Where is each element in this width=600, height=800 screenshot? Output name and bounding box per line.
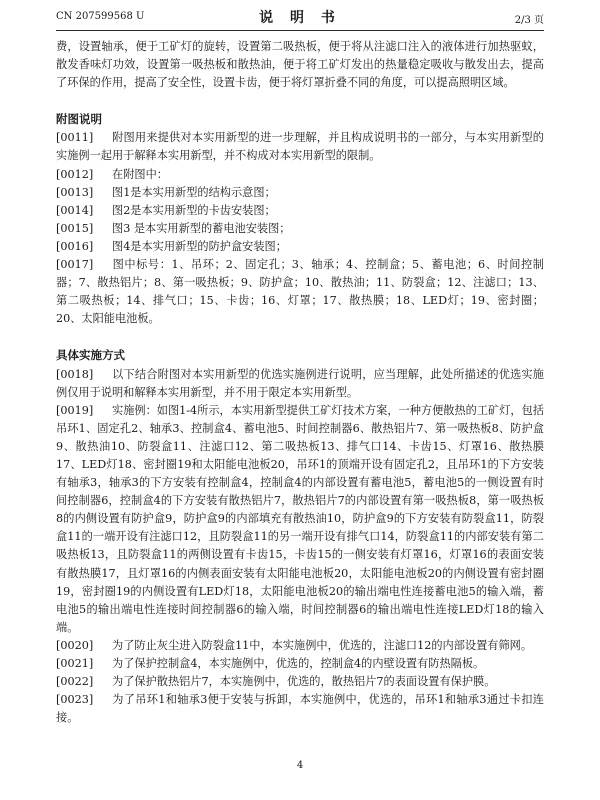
paragraph-text: 图4是本实用新型的防护盒安装图； [112, 239, 287, 253]
paragraph-number: [0012] [56, 167, 94, 181]
paragraph-text: 图中标号：1、吊环；2、固定孔；3、轴承；4、控制盒；5、蓄电池；6、时间控制器；7、散热铝片；8、第一吸热板；9、防护盒；10、散热油；11、防裂盒；12、注滤口；13、第二吸热板；14、排气口；15、卡齿；16、灯罩；17、散热膜；18、LED灯；19、密封圈；20、太阳能电池板。 [56, 258, 544, 326]
paragraph-0015 [56, 220, 544, 238]
paragraph-0021 [56, 655, 544, 673]
paragraph-text: 图3 是本实用新型的蓄电池安装图； [112, 221, 291, 235]
section-title-drawings: 附图说明 [56, 112, 102, 127]
document-body [56, 38, 544, 727]
paragraph-text: 为了保护控制盒4，本实施例中，优选的，控制盒4的内壁设置有防热隔板。 [112, 657, 485, 670]
paragraph-0017 [56, 256, 544, 328]
paragraph-number: [0020] [56, 638, 94, 652]
document-title: 说 明 书 [259, 10, 341, 26]
paragraph-number: [0015] [56, 221, 94, 235]
paragraph-number: [0022] [56, 675, 94, 689]
paragraph-0016 [56, 238, 544, 256]
paragraph-text: 以下结合附图对本实用新型的优选实施例进行说明，应当理解，此处所描述的优选实施例仅用于说明和解释本实用新型，并不用于限定本实用新型。 [56, 367, 544, 399]
paragraph-0023 [56, 691, 544, 727]
paragraph-text: 在附图中： [112, 167, 168, 181]
paragraph-0013 [56, 184, 544, 202]
paragraph-text: 图1是本实用新型的结构示意图； [112, 185, 276, 199]
paragraph-number: [0013] [56, 185, 94, 199]
paragraph-0020 [56, 637, 544, 655]
paragraph-0011 [56, 129, 544, 165]
paragraph-number: [0011] [56, 131, 94, 145]
paragraph-number: [0016] [56, 239, 94, 253]
paragraph-number: [0017] [56, 258, 94, 272]
page-number: 4 [296, 760, 304, 771]
paragraph-0014 [56, 202, 544, 220]
paragraph-number: [0014] [56, 203, 94, 217]
intro-paragraph: 费，设置轴承，便于工矿灯的旋转，设置第二吸热板，便于将从注滤口注入的液体进行加热驱蚊，散发香味灯功效，设置第一吸热板和散热油，便于将工矿灯发出的热量稳定吸收与散发出去，提高了环保的作用，提高了安全性，设置卡齿，便于将灯罩折叠不同的角度，可以提高照明区域。 [56, 40, 544, 90]
paragraph-0019 [56, 402, 544, 637]
paragraph-number: [0018] [56, 367, 94, 381]
paragraph-number: [0021] [56, 657, 94, 670]
page-info: 2/3 页 [514, 15, 544, 26]
paragraph-0018 [56, 366, 544, 402]
paragraph-0022 [56, 673, 544, 691]
paragraph-text: 附图用来提供对本实用新型的进一步理解，并且构成说明书的一部分，与本实用新型的实施例一起用于解释本实用新型，并不构成对本实用新型的限制。 [56, 131, 544, 163]
paragraph-text: 为了吊环1和轴承3便于安装与拆卸，本实施例中，优选的，吊环1和轴承3通过卡扣连接。 [56, 693, 544, 725]
section-title-embodiments: 具体实施方式 [56, 348, 125, 363]
page-header [56, 6, 544, 31]
paragraph-number: [0023] [56, 693, 94, 707]
patent-number: CN 207599568 U [56, 11, 145, 22]
paragraph-text: 实施例：如图1-4所示，本实用新型提供工矿灯技术方案，一种方便散热的工矿灯，包括吊环1、固定孔2、轴承3、控制盒4、蓄电池5、时间控制器6、散热铝片7、第一吸热板8、防护盒9、散热油10、防裂盒11、注滤口12、第二吸热板13、排气口14、卡齿15、灯罩16、散热膜17、LED灯18、密封圈19和太阳能电池板20，吊环1的顶端开设有固定孔2，且吊环1的下方安装有轴承3，轴承3的下方安装有控制盒4，控制盒4的内部设置有蓄电池5，蓄电池5的一侧设置有时间控制器6，控制盒4的下方安装有散热铝片7，散热铝片7的内部设置有第一吸热板8，第一吸热板8的内侧设置有防护盒9，防护盒9的内部填充有散热油10，防护盒9的下方安装有防裂盒11，防裂盒11的一端开设有注滤口12，且防裂盒11的另一端开设有排气口14，防裂盒11的内部安装有第二吸热板13，且防裂盒11的两侧设置有卡齿15，卡齿15的一侧安装有灯罩16，灯罩16的表面安装有散热膜17，且灯罩16的内侧表面安装有太阳能电池板20，太阳能电池板20的内侧设置有密封圈19，密封圈19的内侧设置有LED灯18，太阳能电池板20的输出端电性连接蓄电池5的输入端，蓄电池5的输出端电性连接时间控制器6的输入端，时间控制器6的输出端电性连接LED灯18的输入端。 [56, 403, 544, 634]
paragraph-0012 [56, 166, 544, 184]
paragraph-text: 图2是本实用新型的卡齿安装图； [112, 203, 276, 217]
paragraph-text: 为了保护散热铝片7，本实施例中，优选的，散热铝片7的表面设置有保护膜。 [112, 675, 496, 689]
paragraph-number: [0019] [56, 403, 94, 417]
paragraph-text: 为了防止灰尘进入防裂盒11中，本实施例中，优选的，注滤口12的内部设置有筛网。 [112, 638, 533, 652]
